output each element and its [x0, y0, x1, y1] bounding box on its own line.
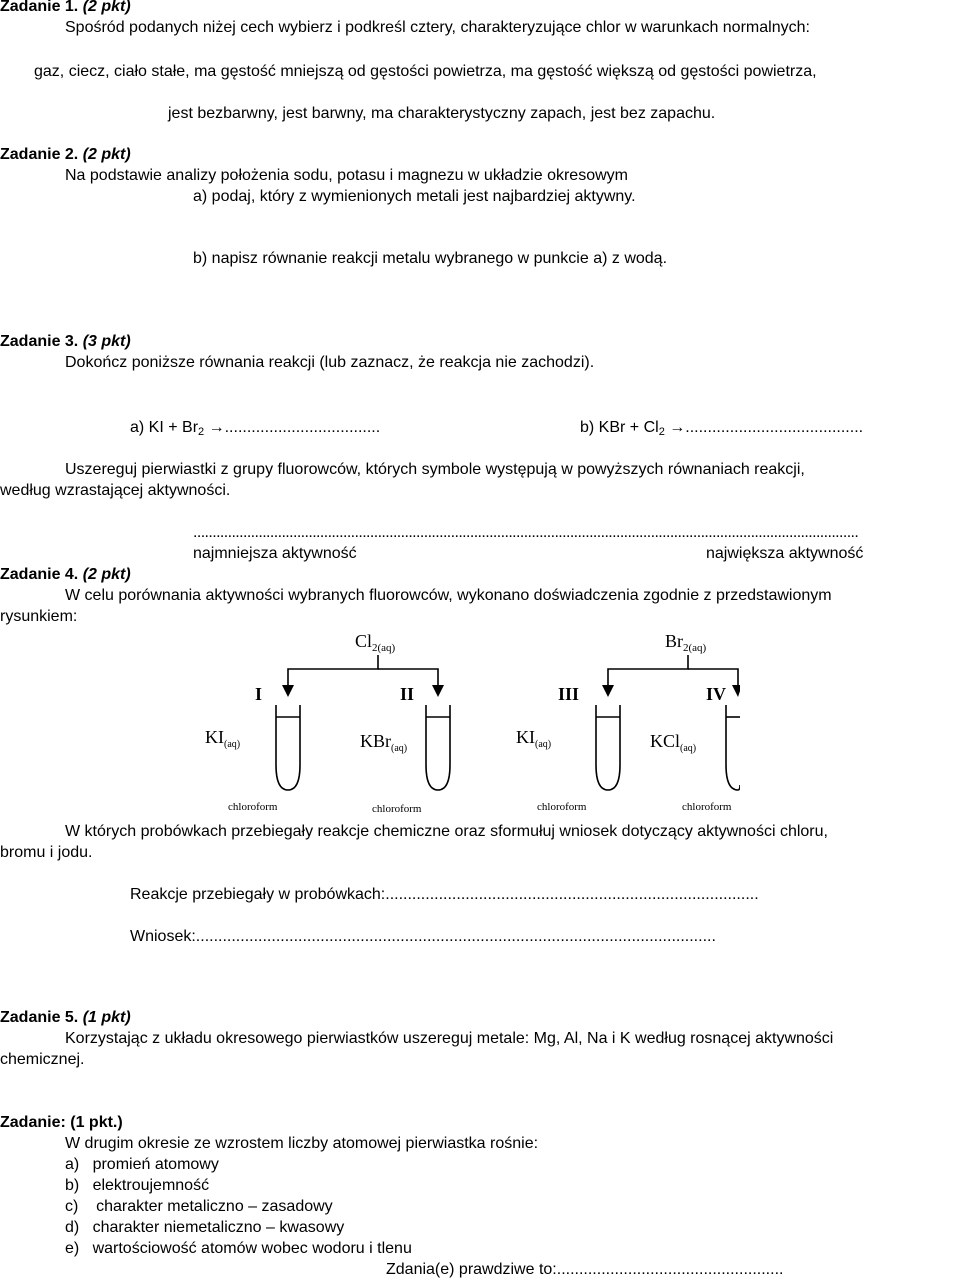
reaction-arrow-icon: → [669, 419, 686, 436]
reaction-a-reactants: a) KI + Br [130, 419, 199, 436]
experiment-figure [200, 625, 740, 815]
task2-question-a: a) podaj, który z wymienionych metali jest najbardziej aktywny. [193, 188, 636, 205]
most-activity-label: największa aktywność [706, 545, 864, 562]
list-item [65, 1197, 333, 1217]
list-item-key: d) [65, 1219, 80, 1236]
reagent-left-label: $Cl_{2(aq)}$ [355, 631, 396, 654]
task5-header [0, 1008, 131, 1028]
task4-intro-line1 [65, 586, 958, 606]
task6-points: (1 pkt.) [70, 1114, 123, 1131]
list-item [65, 1155, 219, 1175]
tube-4-bottom-label: chloroform [682, 801, 732, 813]
reaction-a-subscript: 2 [198, 426, 205, 438]
list-item-key: c) [65, 1198, 79, 1215]
tube-3-bottom-label: chloroform [537, 801, 587, 813]
task6-title: Zadanie: [0, 1114, 66, 1131]
task2-intro: Na podstawie analizy położenia sodu, potasu i magnezu w układzie okresowym [65, 167, 628, 184]
tube-4-salt: KCl$_{(aq)}$ [650, 731, 697, 754]
task4-answer-tubes: Reakcje przebiegały w probówkach:.................................................................................... [130, 886, 759, 903]
reaction-arrow-icon: → [208, 419, 225, 436]
drop-arrow-icon [602, 685, 614, 697]
list-item-key: a) [65, 1156, 80, 1173]
task3-order-line1: Uszereguj pierwiastki z grupy fluorowców, których symbole występują w powyższych równaniach reakcji, [65, 461, 805, 478]
task1-title: Zadanie 1. [0, 0, 79, 15]
reagent-right-label: $Br_{2(aq)}$ [665, 631, 707, 654]
task3-order-line2: według wzrastającej aktywności. [0, 482, 231, 499]
list-item [65, 1176, 209, 1196]
task5-line1 [65, 1029, 958, 1049]
task6-intro: W drugim okresie ze wzrostem liczby atomowej pierwiastka rośnie: [65, 1135, 539, 1152]
task2-question-b: b) napisz równanie reakcji metalu wybranego w punkcie a) z wodą. [193, 250, 668, 267]
tube-1-salt: $KI_{(aq)}$ [205, 727, 241, 750]
tube-3-salt: $KI_{(aq)}$ [516, 727, 552, 750]
least-activity-label: najmniejsza aktywność [193, 545, 357, 562]
reaction-b-blank: ........................................ [685, 419, 864, 436]
task4-question-line2: bromu i jodu. [0, 844, 93, 861]
list-item-key: b) [65, 1177, 80, 1194]
tube-2-salt: KBr$_{(aq)}$ [360, 731, 408, 754]
task4-question-line1: W których probówkach przebiegały reakcje chemiczne oraz sformułuj wniosek dotyczący aktywności chloru, [65, 823, 828, 840]
tube-number-4: IV [706, 684, 727, 704]
experiment-diagram [200, 625, 740, 815]
list-item-text: promień atomowy [92, 1156, 219, 1173]
task1-options-line2: jest bezbarwny, jest barwny, ma charakterystyczny zapach, jest bez zapachu. [168, 105, 716, 122]
list-item-key: e) [65, 1240, 80, 1257]
reaction-a-blank: ................................... [224, 419, 381, 436]
task4-points: (2 pkt) [82, 566, 131, 583]
tube-2-bottom-label: chloroform [372, 803, 422, 815]
reaction-b-subscript: 2 [658, 426, 665, 438]
drop-arrow-icon [282, 685, 294, 697]
list-item [65, 1218, 344, 1238]
reaction-b-reactants: b) KBr + Cl [580, 419, 659, 436]
list-item-text: elektroujemność [92, 1177, 210, 1194]
task3-instruction: Dokończ poniższe równania reakcji (lub zaznacz, że reakcja nie zachodzi). [65, 354, 595, 371]
task1-points: (2 pkt) [82, 0, 131, 15]
tube-number-3: III [558, 684, 580, 704]
reaction-b [580, 418, 863, 442]
task1-instruction: Spośród podanych niżej cech wybierz i podkreśl cztery, charakteryzujące chlor w warunkach normalnych: [65, 19, 810, 36]
task3-header [0, 332, 131, 352]
tube-number-2: II [400, 684, 415, 704]
list-item-text: charakter niemetaliczno – kwasowy [92, 1219, 345, 1236]
task1-header [0, 0, 131, 17]
task1-options-line1: gaz, ciecz, ciało stałe, ma gęstość mniejszą od gęstości powietrza, ma gęstość większą od gęstości powietrza, [34, 63, 817, 80]
tube-number-1: I [255, 684, 263, 704]
drop-arrow-icon [732, 685, 740, 697]
list-item-text: charakter metaliczno – zasadowy [96, 1198, 333, 1215]
task6-header [0, 1113, 123, 1133]
task5-text: Korzystając z układu okresowego pierwiastków uszereguj metale: Mg, Al, Na i K według rosnącej aktywności [65, 1030, 834, 1047]
task4-header [0, 565, 131, 585]
task3-points: (3 pkt) [82, 333, 131, 350]
task4-intro-line2: rysunkiem: [0, 608, 78, 625]
task4-title: Zadanie 4. [0, 566, 79, 583]
task3-title: Zadanie 3. [0, 333, 79, 350]
task5-points: (1 pkt) [82, 1009, 131, 1026]
task2-title: Zadanie 2. [0, 146, 79, 163]
reaction-a [130, 418, 380, 442]
task5-title: Zadanie 5. [0, 1009, 79, 1026]
task2-points: (2 pkt) [82, 146, 131, 163]
activity-answer-blank: ............................................................................................................................................................................. [193, 524, 859, 541]
task5-line2: chemicznej. [0, 1051, 85, 1068]
task2-header [0, 145, 131, 165]
tube-1-bottom-label: chloroform [228, 801, 278, 813]
drop-arrow-icon [432, 685, 444, 697]
list-item-text: wartościowość atomów wobec wodoru i tlenu [92, 1240, 412, 1257]
task4-answer-conclusion: Wniosek:..................................................................................................................... [130, 928, 716, 945]
task6-answer: Zdania(e) prawdziwe to:................................................... [386, 1261, 784, 1278]
list-item [65, 1239, 412, 1259]
task4-intro-text: W celu porównania aktywności wybranych fluorowców, wykonano doświadczenia zgodnie z przedstawionym [65, 587, 832, 604]
